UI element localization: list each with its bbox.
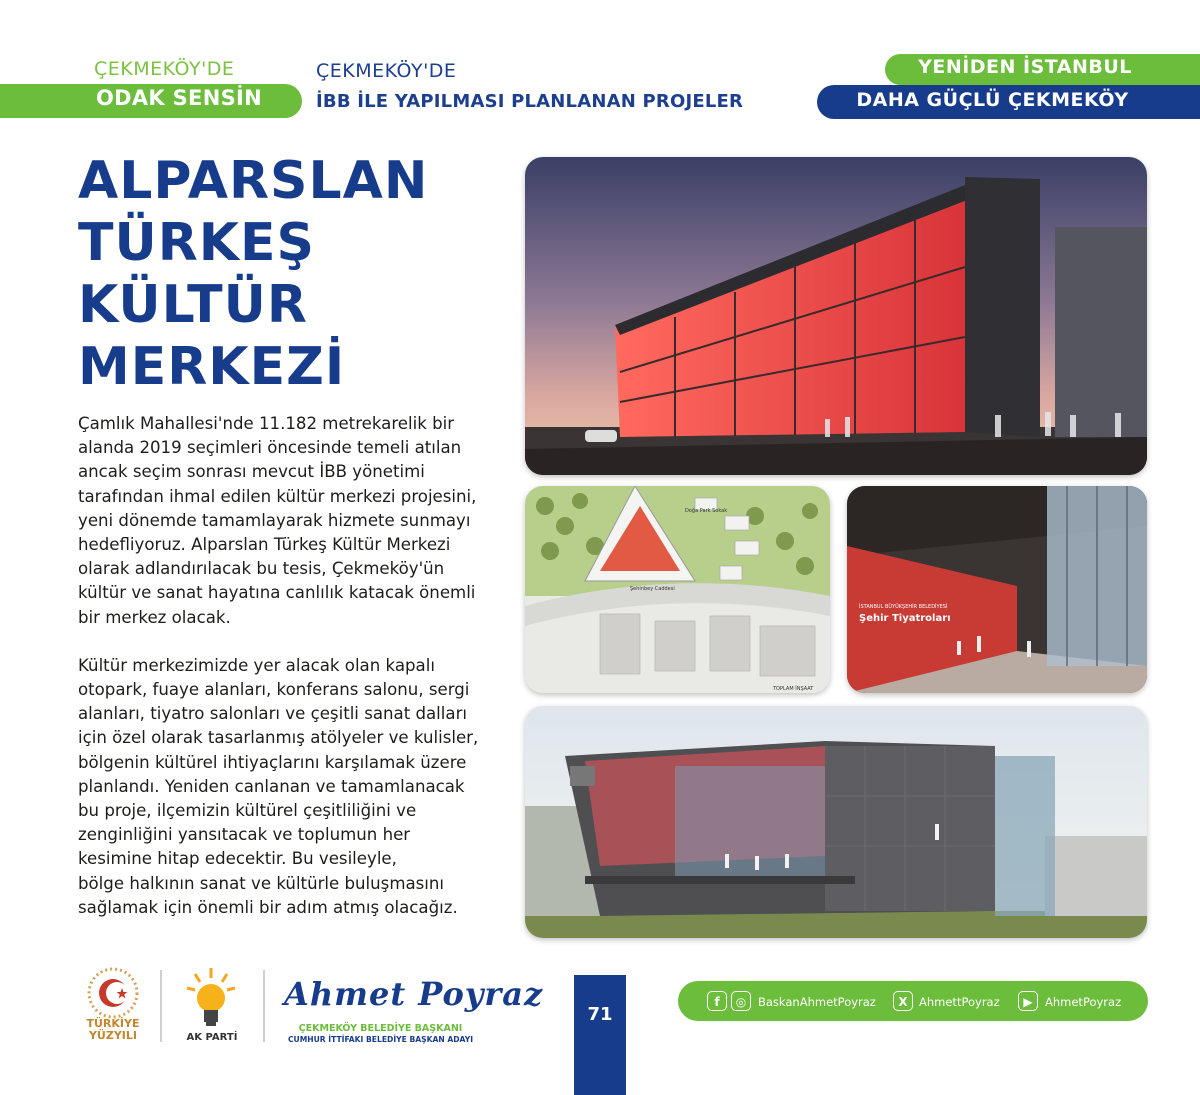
footer-divider xyxy=(263,970,265,1042)
exterior-render-image xyxy=(525,157,1147,475)
youtube-icon[interactable]: ▶ xyxy=(1018,991,1038,1011)
x-icon[interactable]: X xyxy=(893,991,913,1011)
turkiye-yuzyili-label: TÜRKİYE YÜZYILI xyxy=(86,1017,140,1042)
header-left-line2: ODAK SENSİN xyxy=(96,86,262,110)
facade-render-image xyxy=(525,706,1147,938)
social-handle-x[interactable]: AhmettPoyraz xyxy=(919,995,1000,1009)
ak-parti-label: AK PARTİ xyxy=(186,1032,238,1043)
road-label: Şehinbey Caddesi xyxy=(630,586,675,592)
text-line: bu proje, ilçemizin kültürel çeşitliliğini ve xyxy=(78,801,417,821)
header-mid-line2: İBB İLE YAPILMASI PLANLANAN PROJELER xyxy=(316,91,744,112)
interior-render-image xyxy=(847,486,1147,693)
ak-parti-logo xyxy=(185,966,237,1028)
header-left-line1: ÇEKMEKÖY'DE xyxy=(94,58,235,80)
title-line: MERKEZİ xyxy=(78,337,346,397)
sign-big: Şehir Tiyatroları xyxy=(859,613,951,624)
text-line: tarafından ihmal edilen kültür merkezi projesini, xyxy=(78,486,477,506)
text-line: kültür ve sanat hayatına canlılık katacak önemli xyxy=(78,583,476,603)
text-line: sağlamak için önemli bir adım atmış olacağız. xyxy=(78,897,458,917)
signature-title-1: ÇEKMEKÖY BELEDİYE BAŞKANI xyxy=(298,1023,463,1034)
footer-divider xyxy=(160,970,162,1042)
social-handle-youtube[interactable]: AhmetPoyraz xyxy=(1045,995,1122,1009)
lightbulb-icon xyxy=(185,966,237,1028)
title-line: ALPARSLAN xyxy=(78,151,429,211)
text-line: alanları, tiyatro salonları ve çeşitli sanat dalları xyxy=(78,704,467,724)
turkiye-yuzyili-logo xyxy=(84,966,142,1020)
text-line: yeni dönemde tamamlayarak hizmete sunmayı xyxy=(78,510,471,530)
site-plan-image xyxy=(525,486,830,693)
title-line: TÜRKEŞ xyxy=(78,213,316,273)
page-number: 71 xyxy=(587,1004,613,1025)
text-line: Kültür merkezimizde yer alacak olan kapalı xyxy=(78,655,435,675)
body-text xyxy=(78,412,518,944)
text-line: hedefliyoruz. Alparslan Türkeş Kültür Merkezi xyxy=(78,535,451,555)
social-handle-facebook-instagram[interactable]: BaskanAhmetPoyraz xyxy=(758,995,876,1009)
instagram-icon[interactable]: ◎ xyxy=(731,991,751,1011)
text-line: bir merkez olacak. xyxy=(78,607,231,627)
page-number-box xyxy=(574,975,626,1095)
header-right-line1: YENİDEN İSTANBUL xyxy=(918,56,1132,78)
page-title xyxy=(78,150,498,398)
sign-small: İSTANBUL BÜYÜKŞEHİR BELEDİYESİ xyxy=(859,604,948,610)
text-line: ancak seçim sonrası mevcut İBB yönetimi xyxy=(78,462,425,482)
signature-title-2: CUMHUR İTTİFAKI BELEDİYE BAŞKAN ADAYI xyxy=(287,1035,474,1044)
text-line: bölge halkının sanat ve kültürle buluşmasını xyxy=(78,873,445,893)
text-line: bölgenin kültürel ihtiyaçlarını karşılamak üzere xyxy=(78,752,467,772)
text-line: zenginliğini yansıtacak ve toplumun her xyxy=(78,825,411,845)
corner-label: TOPLAM İNŞAAT xyxy=(773,686,814,692)
street-label: Doğa Park Sokak xyxy=(685,508,728,514)
text-line: otopark, fuaye alanları, konferans salonu, sergi xyxy=(78,680,470,700)
crescent-star-icon xyxy=(84,966,142,1020)
text-line: için özel olarak tasarlanmış atölyeler ve kulisler, xyxy=(78,728,479,748)
paragraph-1 xyxy=(78,412,518,630)
header-right-line2: DAHA GÜÇLÜ ÇEKMEKÖY xyxy=(856,89,1129,111)
text-line: kesimine hitap edecektir. Bu vesileyle, xyxy=(78,849,397,869)
paragraph-2 xyxy=(78,654,518,920)
text-line: alanda 2019 seçimleri öncesinde temeli atılan xyxy=(78,438,462,458)
signature: Ahmet Poyraz xyxy=(284,975,544,1013)
text-line: Çamlık Mahallesi'nde 11.182 metrekarelik bir xyxy=(78,414,455,433)
text-line: planlandı. Yeniden canlanan ve tamamlanacak xyxy=(78,776,465,796)
title-line: KÜLTÜR xyxy=(78,275,308,335)
text-line: olarak adlandırılacak bu tesis, Çekmeköy'ün xyxy=(78,559,445,579)
facebook-icon[interactable]: f xyxy=(707,991,727,1011)
header-mid-line1: ÇEKMEKÖY'DE xyxy=(316,60,457,82)
